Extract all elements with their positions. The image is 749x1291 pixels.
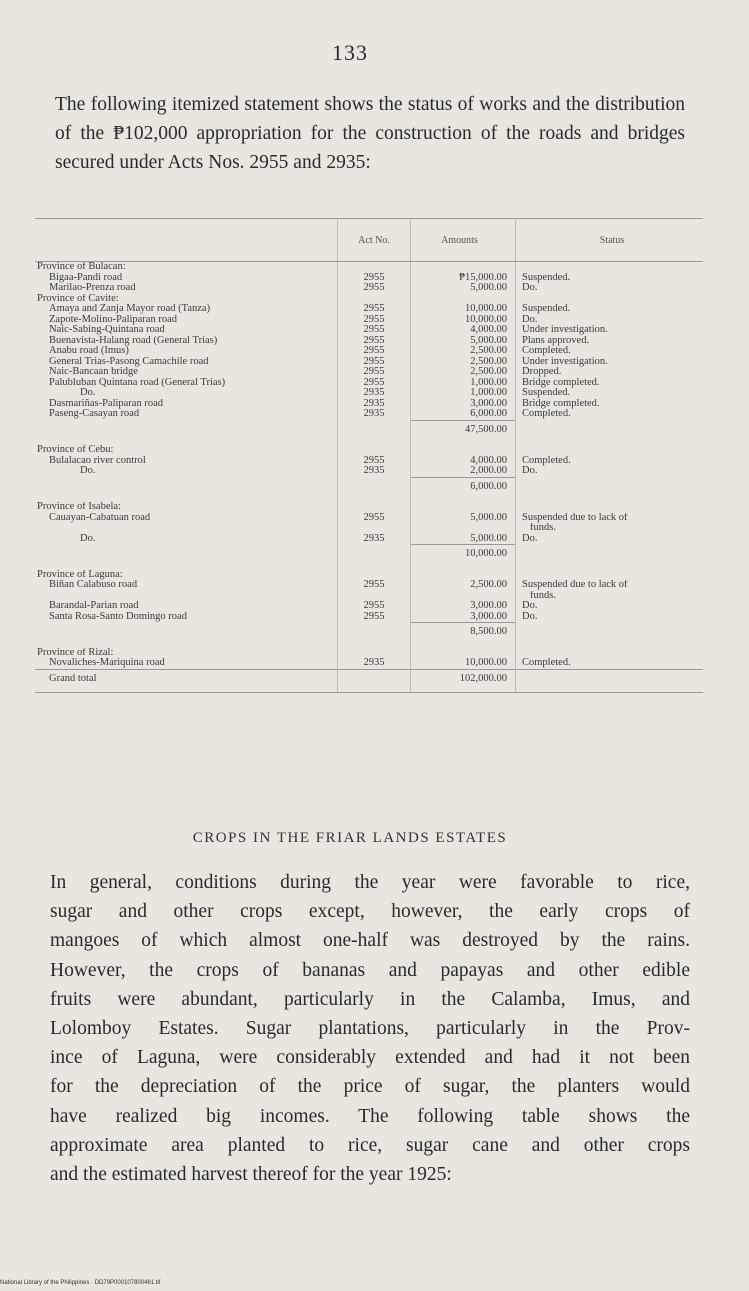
table-row bbox=[35, 283, 703, 294]
cell-empty bbox=[516, 570, 704, 581]
cell-empty bbox=[516, 648, 704, 659]
cell-description: Anabu road (Imus) bbox=[49, 346, 129, 356]
cell-status: Suspended. bbox=[522, 388, 571, 398]
cell-act-no: 2955 bbox=[338, 336, 411, 347]
cell-act-no: 2955 bbox=[338, 315, 411, 326]
cell-empty bbox=[35, 591, 338, 602]
cell-amount: 2,000.00 bbox=[411, 466, 516, 477]
table-row bbox=[35, 399, 703, 410]
cell-empty bbox=[411, 445, 516, 456]
cell-amount: 5,000.00 bbox=[411, 513, 516, 524]
cell-amount: 4,000.00 bbox=[411, 325, 516, 336]
cell-empty bbox=[338, 648, 411, 659]
table-row bbox=[35, 388, 703, 399]
cell-empty bbox=[338, 262, 411, 273]
cell-act-no: 2935 bbox=[338, 466, 411, 477]
cell-act-no: 2955 bbox=[338, 325, 411, 336]
cell-empty bbox=[516, 477, 704, 502]
cell-province: Province of Bulacan: bbox=[37, 261, 126, 272]
subtotal-row bbox=[35, 623, 703, 648]
cell-description: Barandal-Parian road bbox=[49, 601, 139, 611]
table-row bbox=[35, 315, 703, 326]
cell-province: Province of Cebu: bbox=[37, 445, 114, 455]
cell-empty bbox=[516, 669, 704, 693]
cell-empty bbox=[35, 545, 338, 570]
cell-empty bbox=[411, 523, 516, 534]
cell-description: Cauayan-Cabatuan road bbox=[49, 512, 151, 523]
cell-empty bbox=[35, 420, 338, 445]
cell-status: Under investigation. bbox=[522, 325, 608, 335]
cell-act-no: 2955 bbox=[338, 304, 411, 315]
province-row bbox=[35, 262, 703, 273]
table-row bbox=[35, 409, 703, 420]
cell-amount: 6,000.00 bbox=[411, 409, 516, 420]
cell-amount: 1,000.00 bbox=[411, 388, 516, 399]
header-description bbox=[35, 219, 338, 262]
cell-province: Province of Isabela: bbox=[37, 502, 121, 512]
table-row bbox=[35, 367, 703, 378]
cell-act-no: 2935 bbox=[338, 409, 411, 420]
cell-empty bbox=[338, 623, 411, 648]
cell-empty bbox=[516, 445, 704, 456]
body-line: for the depreciation of the price of sugar, the planters would bbox=[50, 1076, 690, 1098]
province-row bbox=[35, 294, 703, 305]
table-row bbox=[35, 273, 703, 284]
cell-empty bbox=[411, 262, 516, 273]
cell-amount: 2,500.00 bbox=[411, 357, 516, 368]
cell-description: General Trias-Pasong Camachile road bbox=[49, 356, 209, 367]
cell-empty bbox=[35, 623, 338, 648]
subtotal-row bbox=[35, 420, 703, 445]
intro-paragraph: The following itemized statement shows the status of works and the distribution of the ₱102,000 appropriation for the construction of the roads and bridges secured under Acts Nos. 2955 and 2935: bbox=[55, 94, 685, 173]
cell-description: Santa Rosa-Santo Domingo road bbox=[49, 611, 187, 622]
table-row bbox=[35, 378, 703, 389]
table-row bbox=[35, 336, 703, 347]
cell-empty bbox=[35, 523, 338, 534]
table-row bbox=[35, 357, 703, 368]
cell-amount: ₱15,000.00 bbox=[411, 273, 516, 284]
cell-empty bbox=[338, 445, 411, 456]
cell-description: Naic-Bancaan bridge bbox=[49, 367, 138, 377]
cell-description: Paseng-Casayan road bbox=[49, 409, 140, 419]
cell-act-no: 2955 bbox=[338, 580, 411, 591]
cell-empty bbox=[338, 669, 411, 693]
cell-status: Suspended due to lack of bbox=[522, 512, 628, 523]
status-continuation-row bbox=[35, 523, 703, 534]
cell-status: Suspended due to lack of bbox=[522, 580, 628, 590]
cell-act-no: 2935 bbox=[338, 388, 411, 399]
cell-status: Dropped. bbox=[522, 367, 562, 377]
cell-status: Do. bbox=[522, 533, 538, 544]
body-paragraph bbox=[50, 868, 690, 1189]
province-row bbox=[35, 445, 703, 456]
cell-subtotal: 10,000.00 bbox=[411, 545, 516, 570]
cell-amount: 1,000.00 bbox=[411, 378, 516, 389]
body-line: In general, conditions during the year were favorable to rice, bbox=[50, 872, 690, 893]
body-line: Lolomboy Estates. Sugar plantations, particularly in the Prov- bbox=[50, 1018, 690, 1040]
table-row bbox=[35, 612, 703, 623]
cell-status: funds. bbox=[530, 590, 556, 601]
body-line: have realized big incomes. The following table shows the bbox=[50, 1105, 690, 1127]
body-line: sugar and other crops except, however, the early crops of bbox=[50, 901, 690, 923]
cell-description: Do. bbox=[80, 388, 96, 398]
cell-empty bbox=[338, 570, 411, 581]
table-row bbox=[35, 601, 703, 612]
cell-amount: 4,000.00 bbox=[411, 456, 516, 467]
cell-empty bbox=[338, 523, 411, 534]
cell-description: Amaya and Zanja Mayor road (Tanza) bbox=[49, 304, 211, 314]
table-body bbox=[35, 262, 703, 693]
cell-status: Plans approved. bbox=[522, 335, 590, 346]
cell-empty bbox=[338, 545, 411, 570]
works-status-table bbox=[35, 218, 680, 693]
cell-description: Dasmariñas-Paliparan road bbox=[49, 398, 163, 409]
cell-act-no: 2935 bbox=[338, 658, 411, 669]
cell-amount: 3,000.00 bbox=[411, 399, 516, 410]
cell-amount: 10,000.00 bbox=[411, 315, 516, 326]
cell-description: Bulalacao river control bbox=[49, 455, 146, 466]
cell-description: Marilao-Prenza road bbox=[49, 283, 136, 293]
cell-province: Province of Rizal: bbox=[37, 647, 114, 658]
body-line: However, the crops of bananas and papayas and other edible bbox=[50, 959, 690, 981]
cell-empty bbox=[411, 648, 516, 659]
cell-empty bbox=[516, 262, 704, 273]
cell-act-no: 2955 bbox=[338, 273, 411, 284]
cell-description: Buenavista-Halang road (General Trias) bbox=[49, 335, 218, 346]
cell-description: Zapote-Molino-Paliparan road bbox=[49, 314, 177, 325]
cell-grand-total-label: Grand total bbox=[35, 669, 338, 693]
table-header-row bbox=[35, 219, 703, 262]
cell-act-no: 2955 bbox=[338, 367, 411, 378]
grand-total-row bbox=[35, 669, 703, 693]
province-row bbox=[35, 648, 703, 659]
header-status: Status bbox=[516, 219, 704, 262]
status-continuation-row bbox=[35, 591, 703, 602]
cell-status: Do. bbox=[522, 314, 538, 325]
cell-status: Completed. bbox=[522, 409, 571, 419]
cell-status: Completed. bbox=[522, 455, 571, 466]
cell-amount: 5,000.00 bbox=[411, 336, 516, 347]
cell-status: Do. bbox=[522, 611, 538, 622]
cell-empty bbox=[338, 420, 411, 445]
cell-empty bbox=[411, 502, 516, 513]
table-row bbox=[35, 466, 703, 477]
footer-caption: National Library of the Philippines · DD79P000107800461.tif bbox=[0, 1280, 161, 1286]
cell-act-no: 2955 bbox=[338, 378, 411, 389]
province-row bbox=[35, 502, 703, 513]
table-row bbox=[35, 580, 703, 591]
table-row bbox=[35, 346, 703, 357]
cell-subtotal: 47,500.00 bbox=[411, 420, 516, 445]
cell-amount: 2,500.00 bbox=[411, 346, 516, 357]
cell-act-no: 2955 bbox=[338, 612, 411, 623]
page-number: 133 bbox=[332, 40, 368, 65]
cell-act-no: 2955 bbox=[338, 346, 411, 357]
table-row bbox=[35, 513, 703, 524]
cell-act-no: 2955 bbox=[338, 357, 411, 368]
table-row bbox=[35, 658, 703, 669]
cell-status: Completed. bbox=[522, 658, 571, 668]
cell-empty bbox=[411, 570, 516, 581]
cell-empty bbox=[411, 591, 516, 602]
cell-amount: 3,000.00 bbox=[411, 601, 516, 612]
cell-status: Bridge completed. bbox=[522, 398, 600, 409]
cell-empty bbox=[516, 623, 704, 648]
table-row bbox=[35, 304, 703, 315]
cell-status: Suspended. bbox=[522, 304, 571, 314]
table-row bbox=[35, 325, 703, 336]
cell-description: Novaliches-Mariquina road bbox=[49, 658, 165, 668]
cell-empty bbox=[338, 294, 411, 305]
subtotal-row bbox=[35, 545, 703, 570]
cell-act-no: 2935 bbox=[338, 534, 411, 545]
cell-province: Province of Cavite: bbox=[37, 293, 119, 304]
cell-act-no: 2955 bbox=[338, 513, 411, 524]
body-line: fruits were abundant, particularly in the Calamba, Imus, and bbox=[50, 988, 690, 1010]
cell-description: Bigaa-Pandi road bbox=[49, 272, 123, 283]
cell-empty bbox=[338, 591, 411, 602]
cell-act-no: 2955 bbox=[338, 283, 411, 294]
cell-act-no: 2955 bbox=[338, 456, 411, 467]
cell-subtotal: 6,000.00 bbox=[411, 477, 516, 502]
cell-amount: 5,000.00 bbox=[411, 283, 516, 294]
section-heading: CROPS IN THE FRIAR LANDS ESTATES bbox=[192, 830, 508, 846]
cell-province: Province of Laguna: bbox=[37, 569, 123, 580]
cell-description: Biñan Calabuso road bbox=[49, 580, 138, 590]
cell-amount: 5,000.00 bbox=[411, 534, 516, 545]
cell-status: Do. bbox=[522, 466, 538, 476]
cell-description: Palubluban Quintana road (General Trias) bbox=[49, 377, 226, 388]
table-row bbox=[35, 534, 703, 545]
province-row bbox=[35, 570, 703, 581]
subtotal-row bbox=[35, 477, 703, 502]
cell-status: funds. bbox=[530, 523, 556, 533]
cell-empty bbox=[35, 477, 338, 502]
body-line: and the estimated harvest thereof for the year 1925: bbox=[50, 1164, 452, 1186]
table-row bbox=[35, 456, 703, 467]
cell-act-no: 2955 bbox=[338, 601, 411, 612]
cell-act-no: 2935 bbox=[338, 399, 411, 410]
cell-empty bbox=[516, 420, 704, 445]
header-act-no: Act No. bbox=[338, 219, 411, 262]
cell-description: Naic-Sabing-Quintana road bbox=[49, 325, 165, 335]
header-amounts: Amounts bbox=[411, 219, 516, 262]
cell-status: Suspended. bbox=[522, 272, 571, 283]
cell-status: Do. bbox=[522, 283, 538, 293]
cell-status: Do. bbox=[522, 601, 538, 611]
cell-empty bbox=[338, 502, 411, 513]
body-line: mangoes of which almost one-half was destroyed by the rains. bbox=[50, 930, 690, 952]
body-line: ince of Laguna, were considerably extended and had it not been bbox=[50, 1047, 690, 1069]
cell-empty bbox=[516, 545, 704, 570]
cell-status: Bridge completed. bbox=[522, 377, 600, 388]
cell-empty bbox=[411, 294, 516, 305]
cell-grand-total: 102,000.00 bbox=[411, 669, 516, 693]
body-line: approximate area planted to rice, sugar cane and other crops bbox=[50, 1134, 690, 1156]
cell-amount: 2,500.00 bbox=[411, 367, 516, 378]
cell-amount: 3,000.00 bbox=[411, 612, 516, 623]
cell-status: Under investigation. bbox=[522, 356, 608, 367]
cell-amount: 10,000.00 bbox=[411, 304, 516, 315]
cell-empty bbox=[516, 502, 704, 513]
cell-status: Completed. bbox=[522, 346, 571, 356]
cell-amount: 10,000.00 bbox=[411, 658, 516, 669]
cell-description: Do. bbox=[80, 533, 96, 544]
cell-empty bbox=[516, 294, 704, 305]
cell-empty bbox=[338, 477, 411, 502]
cell-amount: 2,500.00 bbox=[411, 580, 516, 591]
cell-subtotal: 8,500.00 bbox=[411, 623, 516, 648]
cell-description: Do. bbox=[80, 466, 96, 476]
